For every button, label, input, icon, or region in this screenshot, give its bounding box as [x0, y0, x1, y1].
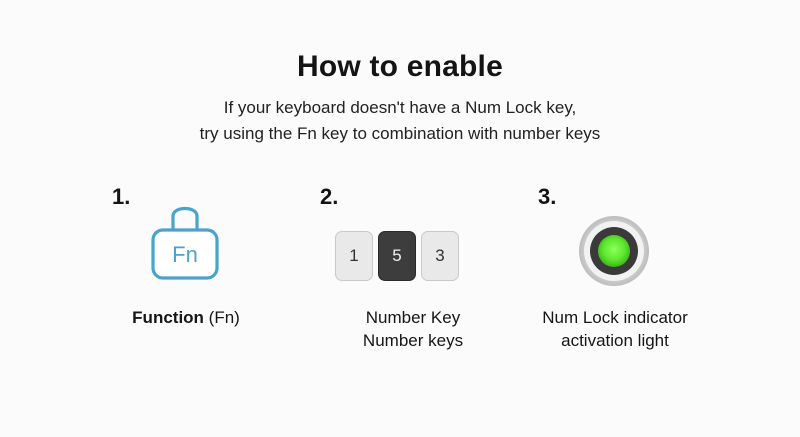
step-1-caption-rest: (Fn): [203, 308, 240, 327]
number-keys-icon: [335, 231, 461, 283]
fn-lock-icon: [150, 202, 220, 282]
step-3-caption-line-1: Num Lock indicator: [542, 308, 688, 327]
step-1-number: 1.: [112, 184, 131, 209]
fn-icon-label: Fn: [172, 242, 198, 267]
page-title: How to enable: [297, 50, 503, 83]
step-3-caption-line-2: activation light: [561, 331, 669, 350]
step-3-caption: [520, 306, 710, 352]
step-1-caption: [96, 306, 276, 329]
step-2-number: 2.: [320, 184, 339, 209]
step-2-caption-line-1: Number Key: [365, 308, 461, 327]
key-3: 3: [421, 231, 459, 281]
step-2-caption-line-2: Number keys: [362, 331, 464, 350]
key-5-highlighted: 5: [378, 231, 416, 281]
subtitle-line-2: try using the Fn key to combination with number keys: [199, 124, 601, 143]
step-1-caption-bold: Function: [132, 308, 204, 327]
indicator-light-icon: [578, 215, 650, 287]
key-1: 1: [335, 231, 373, 281]
step-2-caption: [323, 306, 503, 352]
subtitle-line-1: If your keyboard doesn't have a Num Lock key,: [223, 98, 577, 117]
step-3-number: 3.: [538, 184, 557, 209]
